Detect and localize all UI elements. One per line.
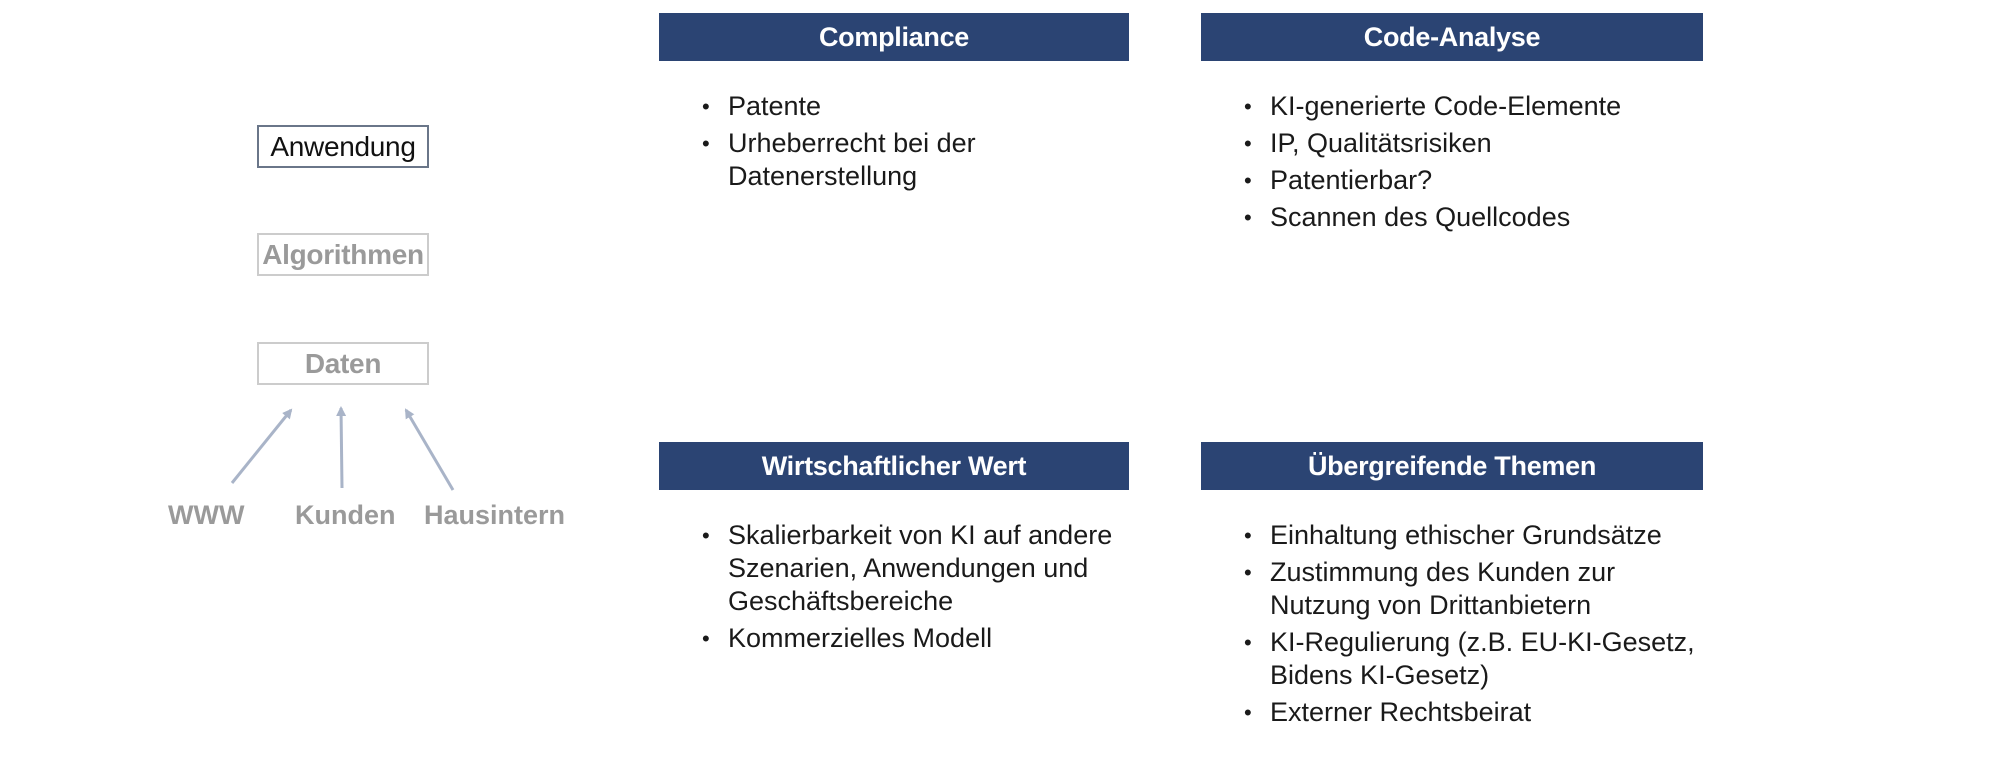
list-item: • Zustimmung des Kunden zur Nutzung von Drittanbietern	[1244, 557, 1616, 620]
www-arrow	[232, 410, 291, 483]
bullet-icon: •	[1244, 523, 1252, 548]
source-inhouse-label: Hausintern	[424, 500, 566, 530]
application-box	[257, 125, 429, 168]
code-analysis-list	[1201, 90, 1703, 234]
list-item: • KI-generierte Code-Elemente	[1244, 91, 1622, 121]
inhouse-arrow	[406, 410, 453, 490]
bullet-icon: •	[702, 131, 710, 156]
bullet-icon: •	[1244, 205, 1252, 230]
cross-cutting-list	[1201, 519, 1703, 729]
list-item: • IP, Qualitätsrisiken	[1244, 128, 1492, 158]
cross-cutting-header: Übergreifende Themen	[1201, 442, 1703, 490]
bullet-icon: •	[1244, 168, 1252, 193]
list-item: • Scannen des Quellcodes	[1244, 202, 1571, 232]
list-item: • Patentierbar?	[1244, 165, 1433, 195]
bullet-icon: •	[1244, 94, 1252, 119]
code-analysis-panel	[1201, 13, 1703, 238]
application-label: Anwendung	[270, 130, 416, 162]
economic-value-header: Wirtschaftlicher Wert	[659, 442, 1129, 490]
list-item: • KI-Regulierung (z.B. EU-KI-Gesetz, Bidens KI-Gesetz)	[1244, 627, 1695, 690]
cross-cutting-panel	[1201, 442, 1703, 733]
bullet-icon: •	[1244, 630, 1252, 655]
list-item: • Urheberrecht bei der Datenerstellung	[702, 128, 976, 191]
data-box	[257, 342, 429, 385]
economic-value-list	[659, 519, 1129, 655]
source-www-label: WWW	[168, 500, 245, 530]
list-item: • Patente	[702, 91, 822, 121]
compliance-panel	[659, 13, 1129, 197]
algorithms-box	[257, 233, 429, 276]
bullet-icon: •	[1244, 700, 1252, 725]
list-item: • Kommerzielles Modell	[702, 623, 993, 653]
bullet-icon: •	[702, 94, 710, 119]
bullet-icon: •	[702, 626, 710, 651]
compliance-header: Compliance	[659, 13, 1129, 61]
list-item: • Skalierbarkeit von KI auf andere Szenarien, Anwendungen und Geschäftsbereiche	[702, 520, 1113, 616]
bullet-icon: •	[702, 523, 710, 548]
bullet-icon: •	[1244, 560, 1252, 585]
list-item: • Externer Rechtsbeirat	[1244, 697, 1532, 727]
bullet-icon: •	[1244, 131, 1252, 156]
economic-value-panel	[659, 442, 1129, 659]
algorithms-label: Algorithmen	[262, 238, 424, 270]
list-item: • Einhaltung ethischer Grundsätze	[1244, 520, 1662, 550]
code-analysis-header: Code-Analyse	[1201, 13, 1703, 61]
compliance-list	[659, 90, 1129, 193]
source-customers-label: Kunden	[295, 500, 396, 530]
data-label: Daten	[304, 347, 382, 379]
customers-arrow	[341, 408, 342, 488]
